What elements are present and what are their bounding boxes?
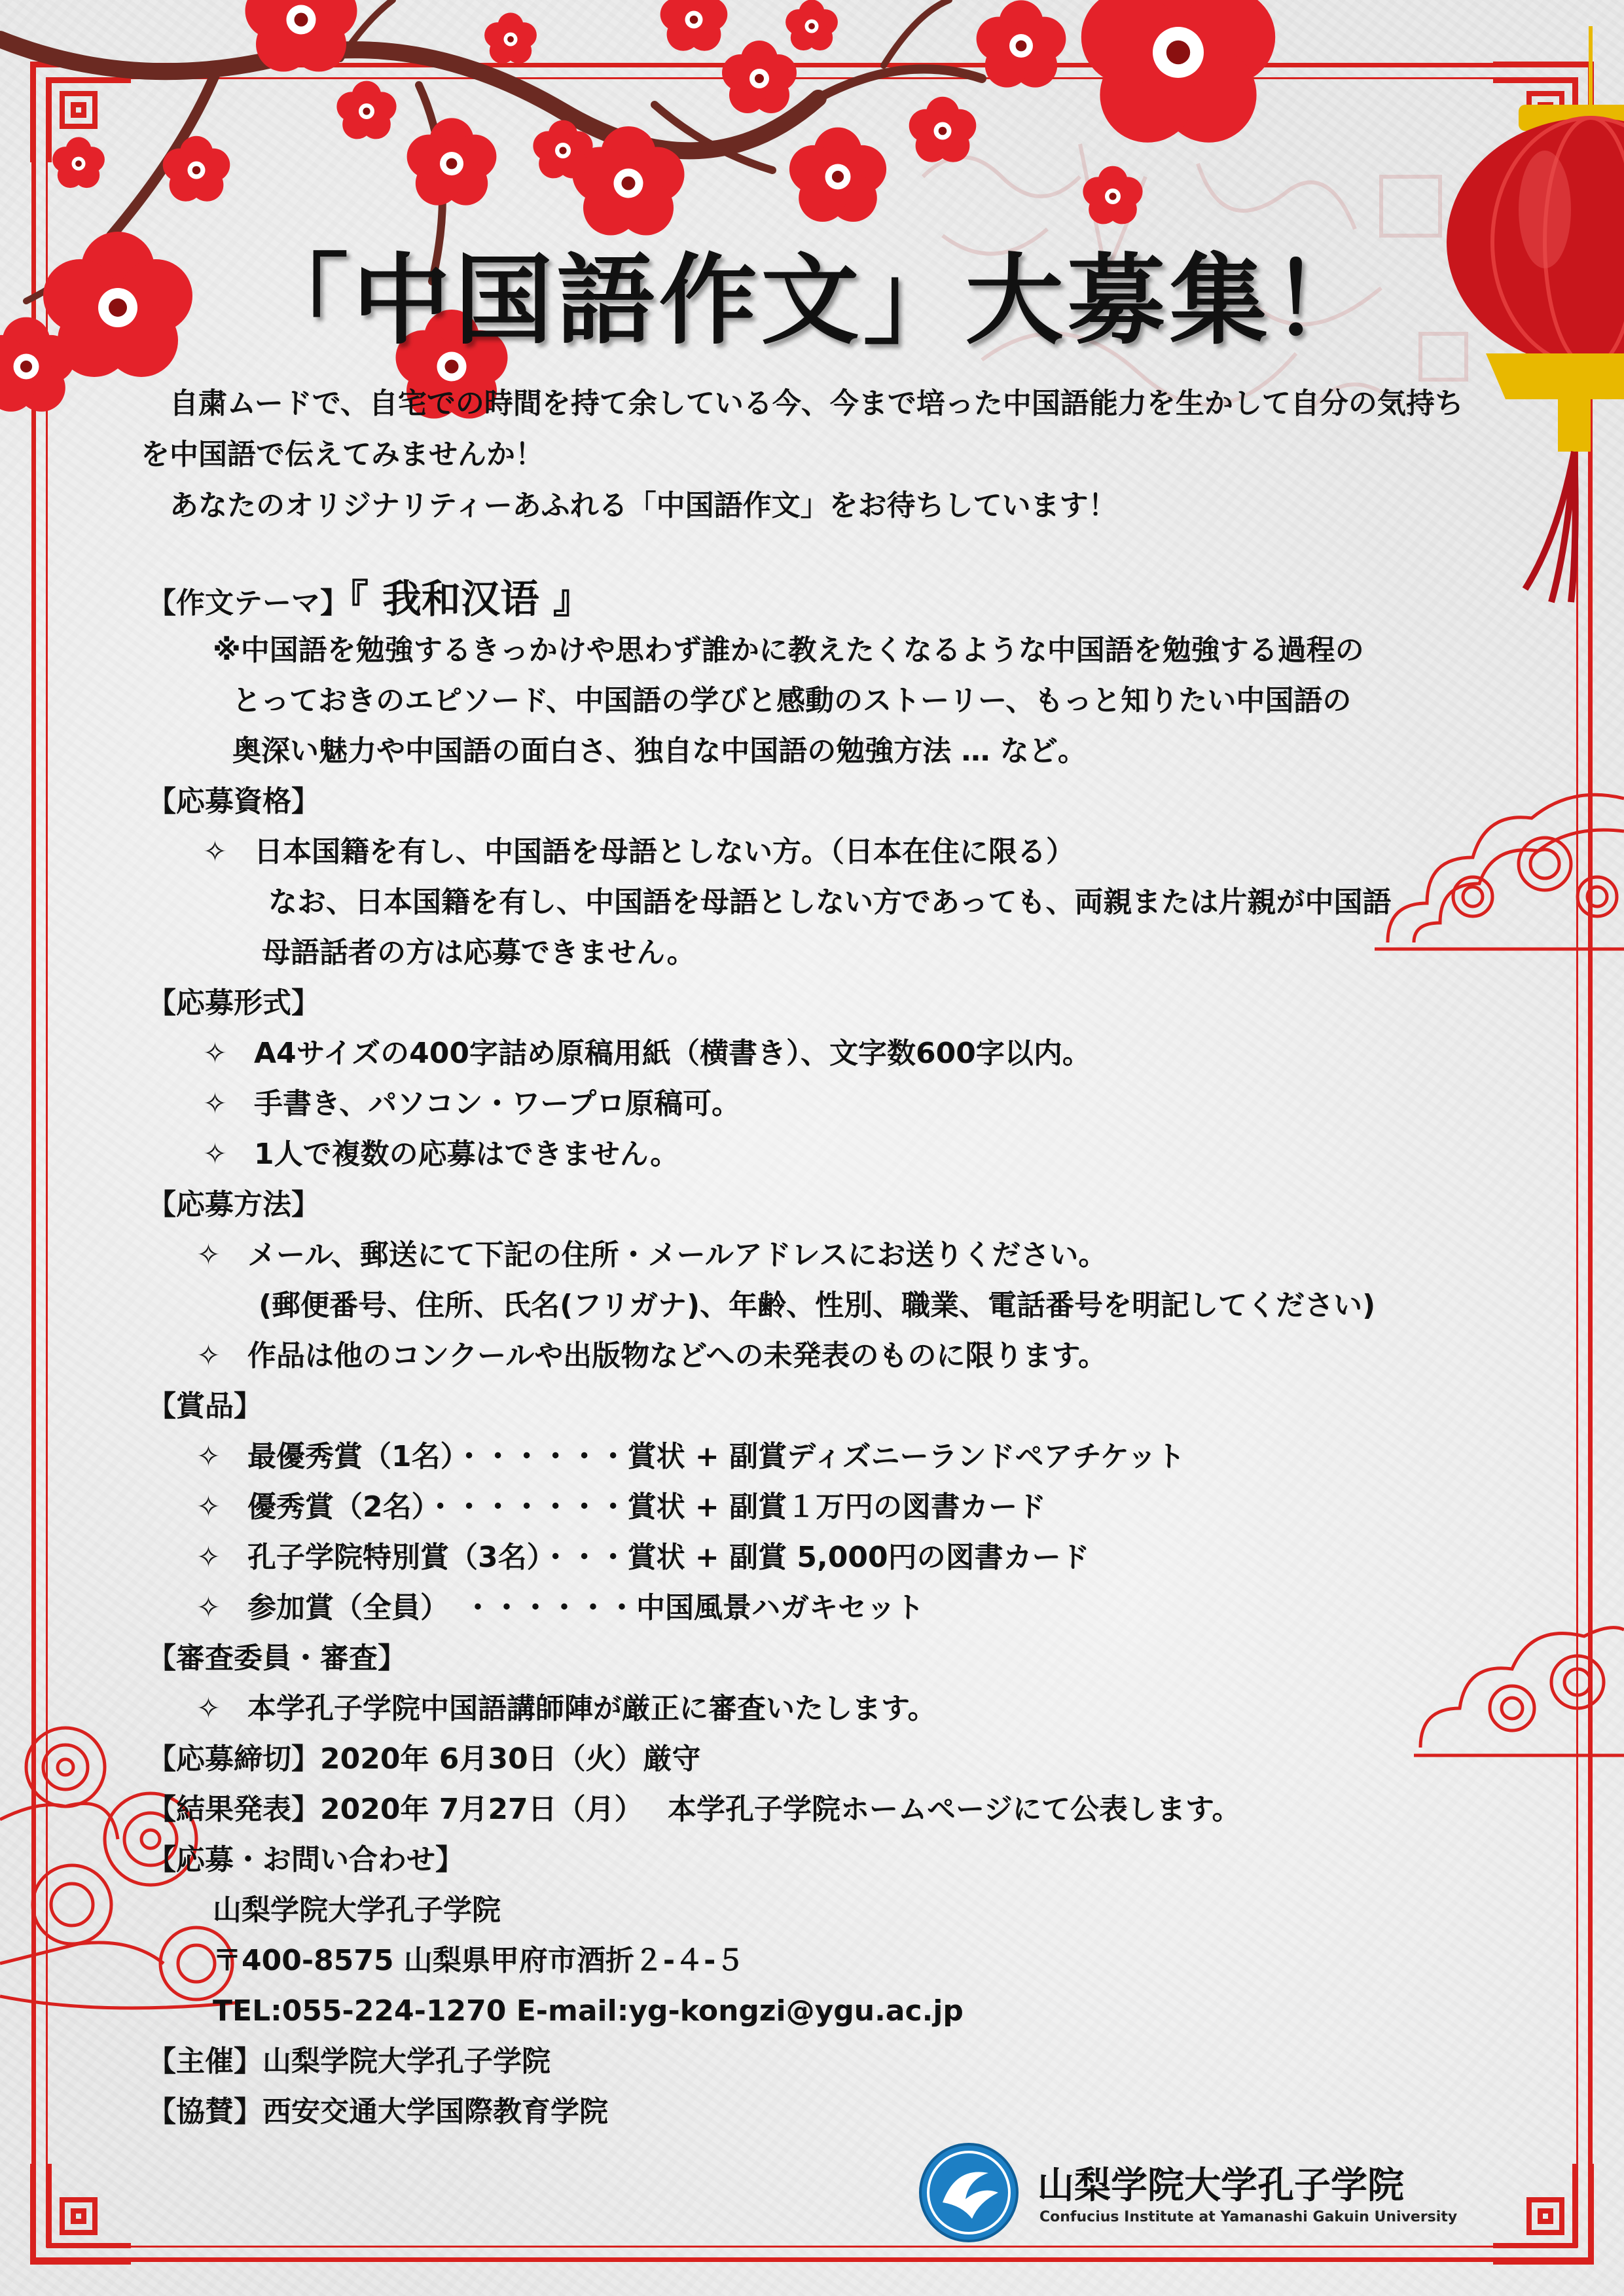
results-announcement: 【結果発表】2020年 7月27日（月） 本学孔子学院ホームページにて公表します。 (147, 1793, 1241, 1826)
method-item-1-text: メール、郵送にて下記の住所・メールアドレスにお送りください。 (247, 1238, 1108, 1272)
theme-value: 『 我和汉语 』 (349, 577, 592, 622)
judging-heading: 【審査委員・審査】 (147, 1641, 406, 1675)
theme-heading (147, 575, 1489, 625)
method-heading: 【応募方法】 (147, 1188, 320, 1221)
contact-tel-email: TEL:055-224-1270 E-mail:yg-kongzi@ygu.ac.jp (213, 1994, 964, 2028)
theme-label: 【作文テーマ】 (147, 586, 349, 620)
format-item-3 (147, 1129, 1489, 1179)
format-item-2 (147, 1079, 1489, 1129)
theme-note-1: ※中国語を勉強するきっかけや思わず誰かに教えたくなるような中国語を勉強する過程の (213, 634, 1364, 667)
theme-note-3: 奥深い魅力や中国語の面白さ、独自な中国語の勉強方法 … など。 (232, 734, 1087, 768)
bullet-icon: ✧ (196, 1591, 221, 1624)
page-title: 「中国語作文」大募集！ (250, 244, 1374, 358)
confucius-institute-emblem-icon (916, 2140, 1021, 2245)
contact-org: 山梨学院大学孔子学院 (213, 1893, 501, 1927)
contact-address: 〒400-8575 山梨県甲府市酒折２-４-５ (213, 1944, 745, 1977)
theme-note-2: とっておきのエピソード、中国語の学びと感動のストーリー、もっと知りたい中国語の (232, 684, 1352, 717)
bullet-icon: ✧ (196, 1692, 221, 1725)
bullet-icon: ✧ (203, 1087, 227, 1121)
corner-ornament-bottom-left (26, 2157, 137, 2269)
format-item-1-text: A4サイズの400字詰め原稿用紙（横書き）、文字数600字以内。 (254, 1037, 1091, 1070)
eligibility-cont-2: 母語話者の方は応募できません。 (262, 936, 696, 969)
bullet-icon: ✧ (196, 1490, 221, 1524)
logo-name-en: Confucius Institute at Yamanashi Gakuin University (1039, 2209, 1458, 2225)
bullet-icon: ✧ (196, 1238, 221, 1272)
intro-text (141, 378, 1470, 531)
main-content (147, 575, 1489, 2137)
corner-ornament-bottom-right (1487, 2157, 1598, 2269)
bullet-icon: ✧ (196, 1440, 221, 1473)
prize-item (147, 1482, 1489, 1532)
bullet-icon: ✧ (196, 1541, 221, 1574)
prize-item-text: 最優秀賞（1名）・・・・・・賞状 + 副賞ディズニーランドペアチケット (247, 1440, 1185, 1473)
eligibility-item-1-text: 日本国籍を有し、中国語を母語としない方。（日本在住に限る） (254, 835, 1075, 869)
prizes-heading: 【賞品】 (147, 1390, 262, 1423)
prize-item-text: 孔子学院特別賞（3名）・・・賞状 + 副賞 5,000円の図書カード (247, 1541, 1090, 1574)
prize-item (147, 1583, 1489, 1633)
method-item-2-text: 作品は他のコンクールや出版物などへの未発表のものに限ります。 (247, 1339, 1107, 1372)
prize-item-text: 参加賞（全員） ・・・・・・中国風景ハガキセット (247, 1591, 924, 1624)
method-item-1 (147, 1230, 1489, 1280)
prize-item (147, 1431, 1489, 1482)
format-item-1 (147, 1028, 1489, 1079)
bullet-icon: ✧ (203, 835, 227, 869)
bullet-icon: ✧ (196, 1339, 221, 1372)
judging-item-1 (147, 1683, 1489, 1734)
eligibility-heading: 【応募資格】 (147, 785, 320, 818)
eligibility-cont-1: なお、日本国籍を有し、中国語を母語としない方であっても、両親または片親が中国語 (268, 886, 1392, 919)
institute-logo (916, 2140, 1458, 2245)
intro-line-2: あなたのオリジナリティーあふれる「中国語作文」をお待ちしています！ (141, 489, 1117, 522)
bullet-icon: ✧ (203, 1138, 227, 1171)
contact-heading: 【応募・お問い合わせ】 (147, 1843, 464, 1876)
host: 【主催】山梨学院大学孔子学院 (147, 2045, 550, 2078)
method-cont-1: (郵便番号、住所、氏名(フリガナ)、年齢、性別、職業、電話番号を明記してください) (259, 1289, 1376, 1322)
bullet-icon: ✧ (203, 1037, 227, 1070)
eligibility-item-1 (147, 827, 1489, 877)
format-item-2-text: 手書き、パソコン・ワープロ原稿可。 (254, 1087, 741, 1121)
prize-item-text: 優秀賞（2名）・・・・・・・賞状 + 副賞１万円の図書カード (247, 1490, 1047, 1524)
deadline: 【応募締切】2020年 6月30日（火）厳守 (147, 1742, 701, 1776)
method-item-2 (147, 1331, 1489, 1381)
format-item-3-text: 1人で複数の応募はできません。 (254, 1138, 679, 1171)
logo-name-jp: 山梨学院大学孔子学院 (1038, 2164, 1404, 2207)
intro-line-1: 自粛ムードで、自宅での時間を持て余している今、今まで培った中国語能力を生かして自分の気持ちを中国語で伝えてみませんか！ (141, 387, 1464, 471)
judging-item-1-text: 本学孔子学院中国語講師陣が厳正に審査いたします。 (247, 1692, 937, 1725)
format-heading: 【応募形式】 (147, 986, 320, 1020)
prize-item (147, 1532, 1489, 1583)
sponsor: 【協賛】西安交通大学国際教育学院 (147, 2095, 608, 2128)
